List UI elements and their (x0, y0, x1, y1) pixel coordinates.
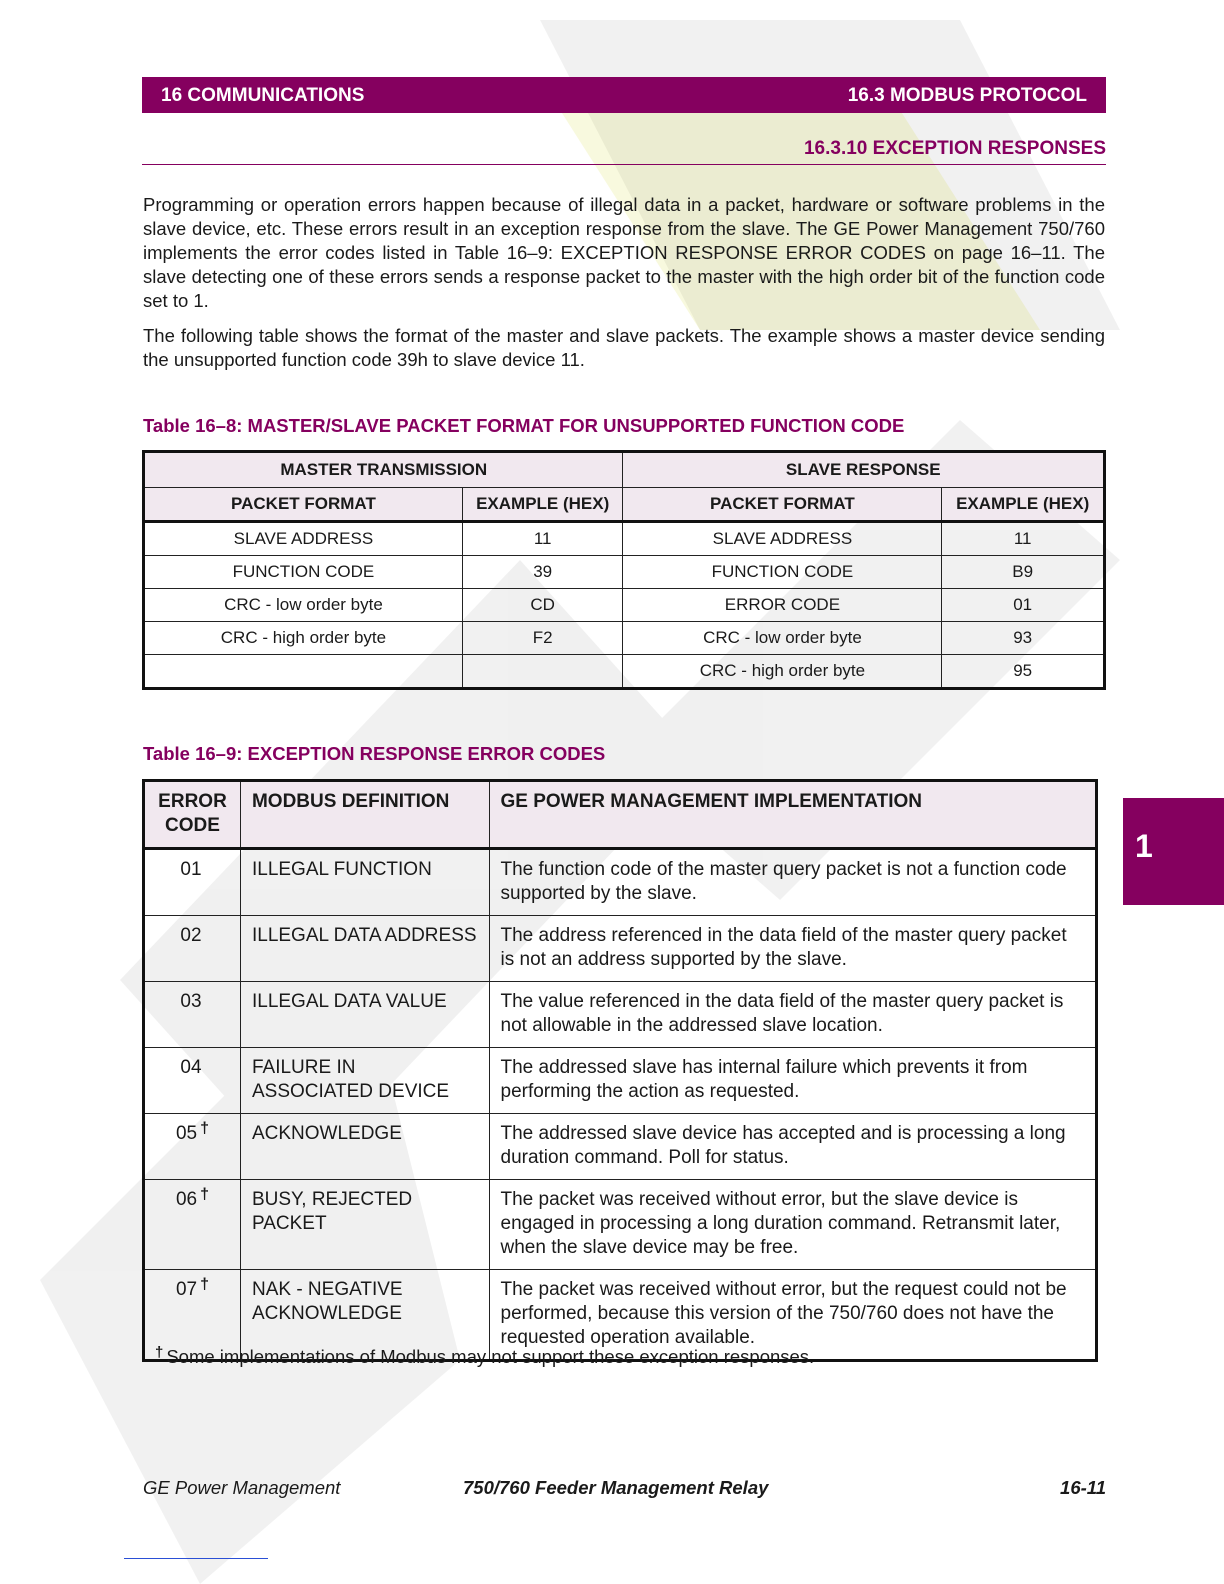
implementation-cell: The addressed slave has internal failure which prevents it from performing the action as requested. (489, 1048, 1097, 1114)
table-cell: B9 (942, 556, 1105, 589)
definition-cell: ILLEGAL FUNCTION (240, 849, 489, 916)
slave-response-header: SLAVE RESPONSE (623, 452, 1105, 488)
implementation-cell: The function code of the master query packet is not a function code supported by the slave. (489, 849, 1097, 916)
error-code: 05 (175, 1123, 198, 1144)
error-code-cell (144, 1114, 241, 1180)
chapter-label: 16 COMMUNICATIONS (161, 85, 365, 106)
table-cell: SLAVE ADDRESS (144, 522, 463, 556)
table-cell: 95 (942, 655, 1105, 689)
table-16-9-caption: Table 16–9: EXCEPTION RESPONSE ERROR CODES (143, 743, 606, 764)
implementation-cell: The address referenced in the data field of the master query packet is not an address supported by the slave. (489, 916, 1097, 982)
table-cell (462, 655, 623, 689)
table-cell: 39 (462, 556, 623, 589)
error-code: 03 (180, 991, 202, 1012)
table-cell: ERROR CODE (623, 589, 942, 622)
section-title: 16.3.10 EXCEPTION RESPONSES (803, 138, 1106, 159)
column-header: MODBUS DEFINITION (240, 781, 489, 849)
packet-format-paragraph: The following table shows the format of the master and slave packets. The example shows a master device sending the unsupported function code 39h to slave device 11. (143, 325, 1105, 370)
running-header (142, 77, 1106, 113)
table-cell: 11 (942, 522, 1105, 556)
table-row (144, 622, 1105, 655)
definition-cell: ACKNOWLEDGE (240, 1114, 489, 1180)
chapter-tab-number: 1 (1135, 828, 1153, 864)
error-code: 06 (175, 1189, 198, 1210)
footer-product: 750/760 Feeder Management Relay (463, 1477, 769, 1498)
error-code: 02 (180, 925, 202, 946)
error-code: 07 (175, 1279, 198, 1300)
table-row (144, 982, 1097, 1048)
error-code-cell (144, 849, 241, 916)
table-row (144, 849, 1097, 916)
table-row (144, 655, 1105, 689)
table-cell: CRC - low order byte (623, 622, 942, 655)
table-cell: CRC - high order byte (144, 622, 463, 655)
table-cell: CRC - low order byte (144, 589, 463, 622)
column-header: EXAMPLE (HEX) (942, 488, 1105, 522)
definition-cell: ILLEGAL DATA ADDRESS (240, 916, 489, 982)
table-cell: 93 (942, 622, 1105, 655)
table-row (144, 589, 1105, 622)
column-header: GE POWER MANAGEMENT IMPLEMENTATION (489, 781, 1097, 849)
implementation-cell: The packet was received without error, but the slave device is engaged in processing a long duration command. Retransmit later, when the slave device may be free. (489, 1180, 1097, 1270)
table-row (144, 556, 1105, 589)
table-cell: CRC - high order byte (623, 655, 942, 689)
definition-cell: BUSY, REJECTED PACKET (240, 1180, 489, 1270)
dagger-mark: † (200, 1120, 209, 1137)
error-code: 01 (180, 859, 202, 880)
definition-cell: NAK - NEGATIVE ACKNOWLEDGE (240, 1270, 489, 1361)
definition-cell: FAILURE IN ASSOCIATED DEVICE (240, 1048, 489, 1114)
table-cell: 11 (462, 522, 623, 556)
implementation-cell: The packet was received without error, but the request could not be performed, because this version of the 750/760 does not have the requested operation available. (489, 1270, 1097, 1361)
section-label: 16.3 MODBUS PROTOCOL (847, 85, 1087, 106)
table-cell: F2 (462, 622, 623, 655)
table-cell (144, 655, 463, 689)
table-footnote (155, 1346, 814, 1368)
footer-page-number: 16-11 (1060, 1477, 1106, 1498)
table-cell: FUNCTION CODE (144, 556, 463, 589)
error-code: 04 (180, 1057, 202, 1078)
master-transmission-header: MASTER TRANSMISSION (144, 452, 623, 488)
footer-company: GE Power Management (143, 1477, 341, 1498)
dagger-mark: † (200, 1186, 209, 1203)
table-cell: FUNCTION CODE (623, 556, 942, 589)
chapter-tab (1123, 798, 1224, 905)
column-header: PACKET FORMAT (623, 488, 942, 522)
error-code-cell (144, 1048, 241, 1114)
dagger-mark: † (155, 1344, 164, 1361)
table-row (144, 1048, 1097, 1114)
error-codes-table (142, 779, 1098, 1362)
column-header: ERROR CODE (144, 781, 241, 849)
table-row (144, 916, 1097, 982)
implementation-cell: The value referenced in the data field of the master query packet is not allowable in the addressed slave location. (489, 982, 1097, 1048)
table-group-header-row (144, 452, 1105, 488)
table-row (144, 1114, 1097, 1180)
intro-paragraph: Programming or operation errors happen because of illegal data in a packet, hardware or software problems in the slave device, etc. These errors result in an exception response from the slave. The GE Power Management 750/760 implements the error codes listed in Table 16–9: EXCEPTION RESPONSE ERROR CODES on page 16–11. The slave detecting one of these errors sends a response packet to the master with the high order bit of the function code set to 1. (143, 194, 1105, 311)
bottom-underline (124, 1558, 268, 1559)
table-cell: CD (462, 589, 623, 622)
table-16-8-caption: Table 16–8: MASTER/SLAVE PACKET FORMAT FOR UNSUPPORTED FUNCTION CODE (143, 415, 905, 436)
error-code-cell (144, 1180, 241, 1270)
table-header-row (144, 781, 1097, 849)
table-row (144, 1180, 1097, 1270)
section-divider (142, 164, 1106, 165)
column-header: EXAMPLE (HEX) (462, 488, 623, 522)
error-code-cell (144, 916, 241, 982)
error-code-cell (144, 982, 241, 1048)
dagger-mark: † (200, 1276, 209, 1293)
implementation-cell: The addressed slave device has accepted and is processing a long duration command. Poll for status. (489, 1114, 1097, 1180)
table-cell: 01 (942, 589, 1105, 622)
footnote-text: Some implementations of Modbus may not support these exception responses. (166, 1346, 815, 1367)
packet-format-table (142, 450, 1106, 690)
definition-cell: ILLEGAL DATA VALUE (240, 982, 489, 1048)
column-header: PACKET FORMAT (144, 488, 463, 522)
table-row (144, 522, 1105, 556)
table-column-header-row (144, 488, 1105, 522)
table-cell: SLAVE ADDRESS (623, 522, 942, 556)
